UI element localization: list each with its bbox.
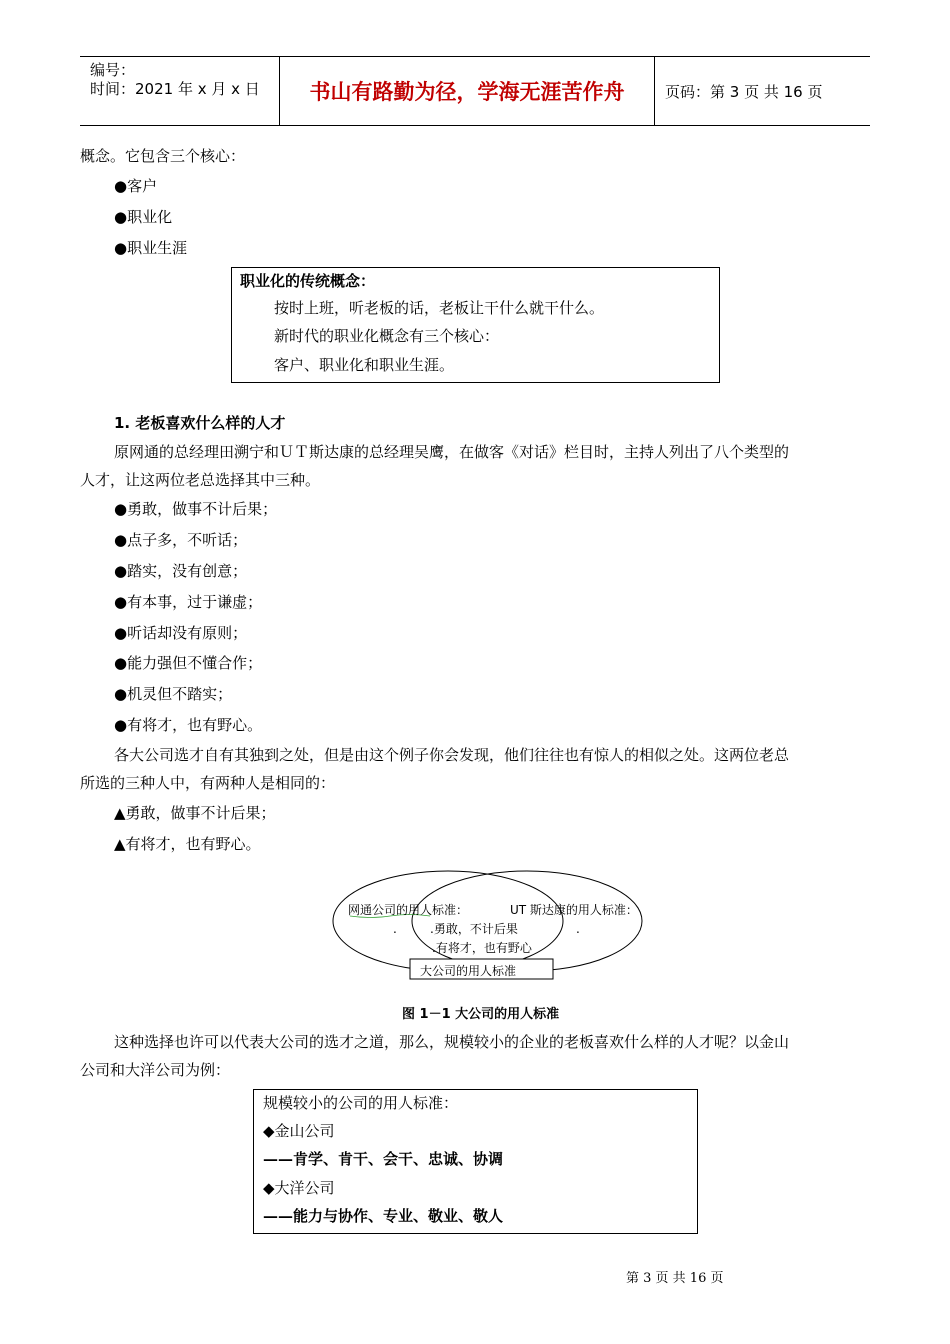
section2-line1: 这种选择也许可以代表大公司的选才之道，那么，规模较小的企业的老板喜欢什么样的人才呢？以金山 (114, 1033, 790, 1051)
box1-line-3: 客户、职业化和职业生涯。 (274, 356, 455, 374)
header-page: 页码：第 3 页 共 16 页 (665, 82, 823, 101)
venn-right-label: UT 斯达康的用人标准： (510, 903, 638, 917)
talent-bullet-2: ●点子多，不听话； (114, 531, 248, 549)
traditional-concept-box (231, 267, 720, 383)
box1-line-2: 新时代的职业化概念有三个核心： (274, 327, 500, 345)
header-meta (80, 57, 280, 125)
talent-bullet-1: ●勇敢，做事不计后果； (114, 500, 278, 518)
box2-title: 规模较小的公司的用人标准： (263, 1094, 459, 1112)
section1-para2-line1: 各大公司选才自有其独到之处，但是由这个例子你会发现，他们往往也有惊人的相似之处。这两位老总 (114, 746, 790, 764)
header-time: 时间：2021 年 x 月 x 日 (90, 80, 260, 98)
header-motto: 书山有路勤为径，学海无涯苦作舟 (280, 57, 655, 125)
box2-company-2: ◆大洋公司 (263, 1179, 335, 1197)
venn-center-1: .勇敢，不计后果 (430, 922, 518, 936)
intro-line: 概念。它包含三个核心： (80, 147, 246, 165)
venn-center-2: .有将才，也有野心 (432, 941, 532, 955)
talent-bullet-7: ●机灵但不踏实； (114, 685, 233, 703)
box1-title: 职业化的传统概念： (240, 272, 376, 290)
section1-heading: 1. 老板喜欢什么样的人才 (114, 414, 286, 432)
common-trait-2: ▲有将才，也有野心。 (114, 835, 261, 853)
section1-para2-line2: 所选的三种人中，有两种人是相同的： (80, 774, 336, 792)
box2-traits-1: ——肯学、肯干、会干、忠诚、协调 (263, 1150, 504, 1168)
venn-bottom-label: 大公司的用人标准 (420, 964, 517, 978)
talent-bullet-5: ●听话却没有原则； (114, 624, 248, 642)
talent-bullet-8: ●有将才，也有野心。 (114, 716, 263, 734)
page-header (80, 56, 870, 126)
talent-bullet-3: ●踏实，没有创意； (114, 562, 248, 580)
box2-company-1: ◆金山公司 (263, 1122, 335, 1140)
intro-bullet-1: ●客户 (114, 177, 158, 195)
venn-left-label: 网通公司的用人标准： (348, 903, 469, 917)
box2-traits-2: ——能力与协作、专业、敬业、敬人 (263, 1207, 504, 1225)
box1-line-1: 按时上班，听老板的话，老板让干什么就干什么。 (274, 299, 605, 317)
intro-bullet-2: ●职业化 (114, 208, 173, 226)
intro-bullet-3: ●职业生涯 (114, 239, 188, 257)
venn-left-dot: . (393, 922, 397, 936)
header-number: 编号： (90, 61, 136, 79)
venn-right-dot: . (576, 922, 580, 936)
common-trait-1: ▲勇敢，做事不计后果； (114, 804, 276, 822)
talent-bullet-6: ●能力强但不懂合作； (114, 654, 263, 672)
talent-bullet-4: ●有本事，过于谦虚； (114, 593, 263, 611)
small-company-box (253, 1089, 698, 1234)
section1-para1-line1: 原网通的总经理田溯宁和ＵＴ斯达康的总经理吴鹰，在做客《对话》栏目时，主持人列出了八个类型的 (114, 443, 790, 461)
page-footer: 第 3 页 共 16 页 (626, 1271, 724, 1286)
figure-caption: 图 1－1 大公司的用人标准 (402, 1007, 560, 1022)
section1-para1-line2: 人才，让这两位老总选择其中三种。 (80, 471, 321, 489)
section2-line2: 公司和大洋公司为例： (80, 1061, 231, 1079)
